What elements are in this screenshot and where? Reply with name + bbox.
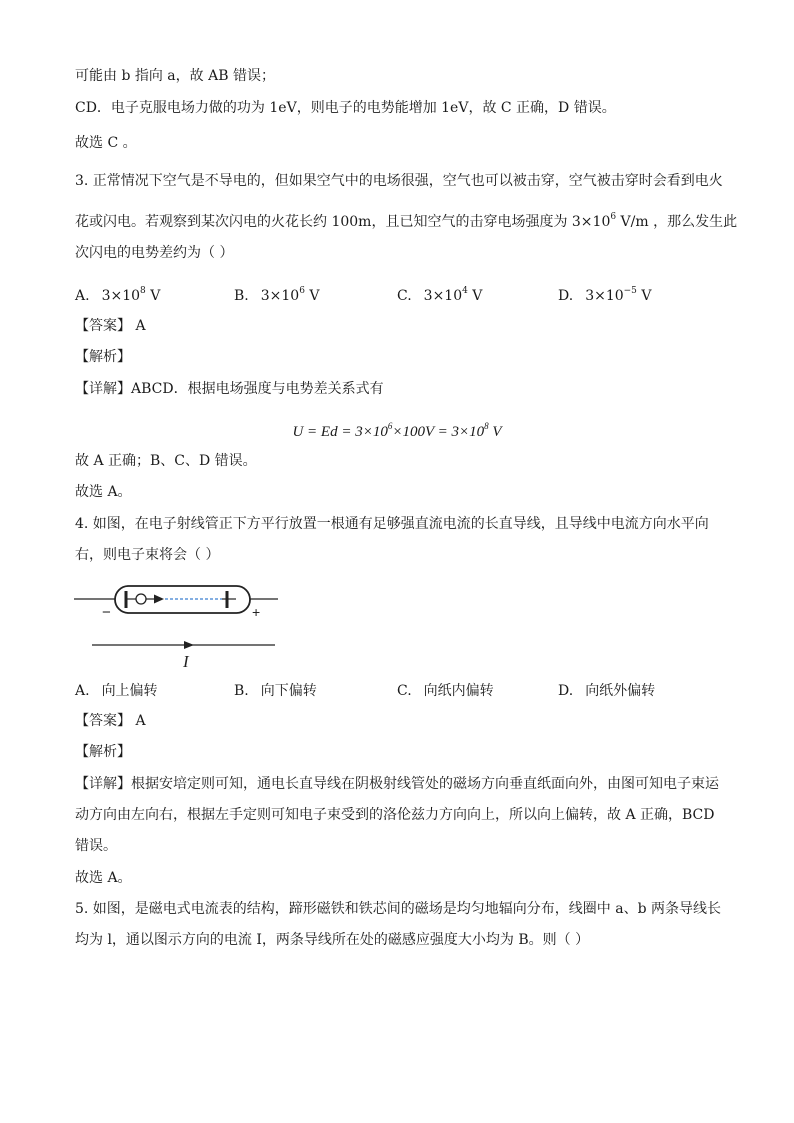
q3-option-c-key: C.	[397, 288, 412, 304]
q4-option-b-key: B.	[234, 683, 249, 699]
q3-formula-exp-2: 8	[484, 421, 489, 431]
q4-answer-line	[75, 711, 146, 731]
q4-select: 故选 A。	[75, 870, 132, 886]
q4-option-a-key: A.	[75, 683, 90, 699]
q3-option-a-exp: 8	[140, 286, 146, 296]
q3-option-a-key: A.	[75, 288, 90, 304]
q3-formula-a: U = Ed = 3×10	[292, 424, 388, 440]
q3-stem-line-3: 次闪电的电势差约为（ ）	[75, 245, 234, 261]
q3-analysis-label: 【解析】	[75, 349, 131, 365]
q4-detail-text-1: 根据安培定则可知，通电长直导线在阴极射线管处的磁场方向垂直纸面向外，由图可知电子束运	[131, 776, 719, 792]
q3-option-d-key: D.	[558, 288, 574, 304]
q3-option-d-exp: −5	[623, 286, 637, 296]
q4-option-b-text: 向下偏转	[260, 683, 317, 699]
q4-option-d-text: 向纸外偏转	[585, 683, 656, 699]
q4-detail-line-2: 动方向由左向右，根据左手定则可知电子束受到的洛伦兹力方向向上，所以向上偏转，故 A 正确，BCD	[75, 807, 715, 823]
q4-option-c-text: 向纸内偏转	[423, 683, 494, 699]
q3-option-d	[558, 281, 651, 306]
q4-option-d-key: D.	[558, 683, 574, 699]
q3-option-d-base: 3×10	[585, 288, 624, 304]
q3-stem-line-2-a: 花或闪电。若观察到某次闪电的火花长约 100m，且已知空气的击穿电场强度为 3×10	[75, 214, 611, 230]
q3-formula	[0, 416, 794, 442]
q3-option-a	[75, 281, 160, 306]
q3-formula-c: V	[488, 424, 502, 440]
q3-stem-line-2-b: V/m ，那么发生此	[616, 214, 738, 230]
q3-answer: A	[135, 318, 146, 334]
q3-option-a-base: 3×10	[101, 288, 141, 304]
q3-stem-exponent: 6	[610, 212, 617, 222]
q3-option-a-unit: V	[145, 288, 161, 304]
q4-analysis-label: 【解析】	[75, 744, 131, 760]
q4-option-c-key: C.	[397, 683, 412, 699]
q3-select: 故选 A。	[75, 484, 132, 500]
anode-plus-sign: +	[252, 604, 261, 620]
q4-option-c	[397, 681, 494, 701]
q3-conclusion: 故 A 正确；B、C、D 错误。	[75, 453, 257, 469]
q3-option-b	[234, 281, 320, 306]
intro-line-1: 可能由 b 指向 a，故 AB 错误；	[75, 68, 275, 84]
q4-answer: A	[135, 713, 146, 729]
q4-stem-line-1: 4. 如图，在电子射线管正下方平行放置一根通有足够强直流电流的长直导线，且导线中电流方向水平向	[75, 516, 709, 532]
cathode-minus-sign: −	[102, 604, 111, 621]
q4-detail-line-3: 错误。	[75, 838, 117, 854]
q3-stem-line-2	[75, 207, 737, 232]
q3-stem-line-1: 3. 正常情况下空气是不导电的，但如果空气中的电场很强，空气也可以被击穿，空气被击穿时会看到电火	[75, 173, 723, 189]
q3-option-b-exp: 6	[299, 286, 305, 296]
q3-detail-text: ABCD．根据电场强度与电势差关系式有	[131, 381, 384, 397]
q3-answer-line	[75, 316, 146, 336]
q3-detail-label: 【详解】	[75, 381, 131, 397]
current-label: I	[183, 652, 189, 670]
q3-option-b-base: 3×10	[260, 288, 300, 304]
q3-formula-exp-1: 6	[387, 421, 393, 431]
q3-option-c-unit: V	[467, 288, 483, 304]
q4-option-a	[75, 681, 158, 701]
current-arrow-icon	[184, 641, 194, 649]
q3-formula-b: ×100V = 3×10	[392, 424, 485, 440]
q3-detail-line	[75, 379, 384, 399]
q4-option-a-text: 向上偏转	[101, 683, 158, 699]
q3-option-c-exp: 4	[462, 286, 468, 296]
q4-detail-line-1	[75, 774, 719, 794]
q5-stem-line-1: 5. 如图，是磁电式电流表的结构，蹄形磁铁和铁芯间的磁场是均匀地辐向分布，线圈中 a、b 两条导线长	[75, 901, 722, 917]
q3-option-c	[397, 281, 482, 306]
q4-option-b	[234, 681, 317, 701]
q4-detail-label: 【详解】	[75, 776, 131, 792]
q5-stem-line-2: 均为 l，通以图示方向的电流 I，两条导线所在处的磁感应强度大小均为 B。则（ ）	[75, 932, 590, 948]
q3-option-d-unit: V	[636, 288, 652, 304]
q3-option-b-unit: V	[304, 288, 320, 304]
q4-answer-label: 【答案】	[75, 713, 131, 729]
intro-line-3: 故选 C 。	[75, 135, 137, 151]
q3-option-b-key: B.	[234, 288, 249, 304]
q4-option-d	[558, 681, 655, 701]
q4-stem-line-2: 右，则电子束将会（ ）	[75, 547, 220, 563]
q3-option-c-base: 3×10	[423, 288, 463, 304]
q3-answer-label: 【答案】	[75, 318, 131, 334]
intro-line-2: CD．电子克服电场力做的功为 1eV，则电子的电势能增加 1eV，故 C 正确，D 错误。	[75, 100, 616, 116]
electron-tube-diagram	[70, 575, 285, 670]
